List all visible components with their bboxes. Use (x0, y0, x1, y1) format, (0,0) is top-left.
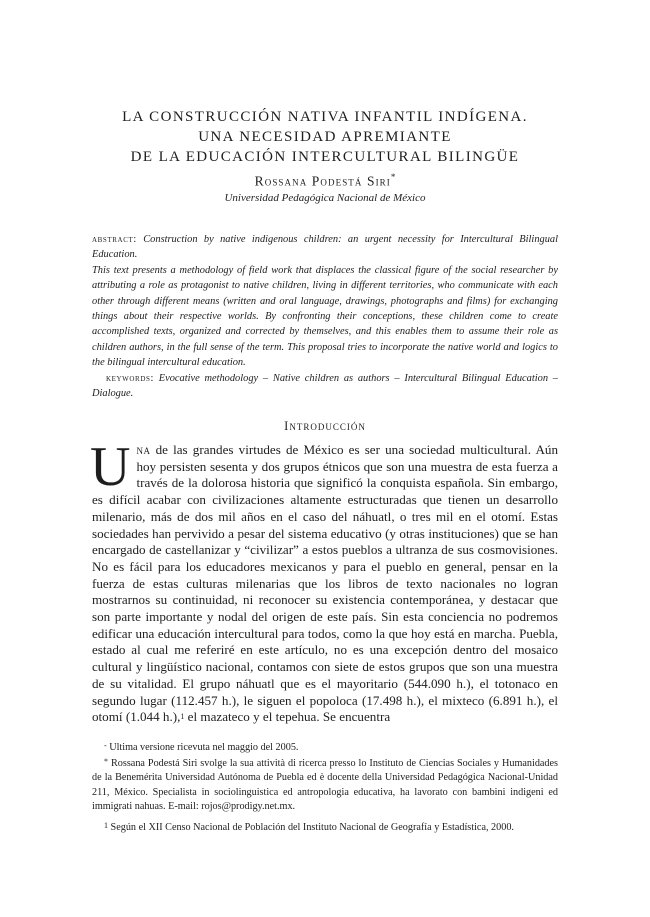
footnote-1-mark: 1 (104, 821, 108, 831)
lead-in: na (136, 442, 151, 457)
abstract-label: abstract: (92, 234, 137, 245)
author-line (92, 172, 558, 190)
author-name: Rossana Podestá Siri (254, 173, 391, 189)
abstract-body: This text presents a methodology of field work that displaces the classical figure of the social researcher by attributing a role as protagonist to native children, living in different territories, who communicate with each other through different means (written and oral language, drawings, photographs and films) for exchanging things about their respective worlds. By confronting their conceptions, these children come to create accomplished texts, organized and corrected by themselves, and this enables them to assume their role as children authors, in the full sense of the term. This proposal tries to incorporate the native world and logics to the bilingual intercultural education. (92, 264, 558, 369)
section-heading: Introducción (284, 419, 366, 433)
footnote-received-text: Ultima versione ricevuta nel maggio del 2005. (109, 742, 299, 753)
abstract-title-text: Construction by native indigenous children: an urgent necessity for Intercultural Bilingual Education. (92, 234, 558, 261)
footnotes (92, 739, 558, 835)
footnote-1 (92, 819, 558, 835)
body-paragraph (90, 436, 558, 726)
abstract-title (92, 232, 558, 263)
footnote-author-text: Rossana Podestá Siri svolge la sua attività di ricerca presso lo Instituto de Ciencias Sociales y Humanidades de la Benemérita Universidad Autónoma de Puebla ed è docente della Universidad Pedagógica Nacional-Unidad 211, México. Specialista in sociolinguistica ed antropologia educativa, ha lavorato con bambini indigeni ed immigrati nahuas. E-mail: rojos@prodigy.net.mx. (92, 758, 559, 812)
article-title (92, 107, 558, 167)
body-text-2: el mazateco y el tepehua. Se encuentra (184, 709, 391, 725)
footnote-author-mark: * (104, 757, 108, 767)
footnote-received (92, 739, 558, 755)
keywords-text: Evocative methodology – Native children as authors – Intercultural Bilingual Education – Dialogue. (92, 372, 558, 400)
drop-cap: U (90, 436, 131, 498)
title-line-2: UNA NECESIDAD APREMIANTE (198, 129, 452, 145)
footnote-author (92, 755, 558, 814)
author-footnote-mark[interactable]: * (390, 172, 396, 182)
body-text-1: de las grandes virtudes de México es ser una sociedad multicultural. Aún hoy persisten sesenta y dos grupos étnicos que son una muestra de esta fuerza a través de la dolorosa historia que significó la conquista española. Sin embargo, es difícil acabar con civilizaciones altamente estructuradas que tienen un desarrollo milenario, más de dos mil años en el caso del náhuatl, o tres mil en el otomí. Estas sociedades han pervivido a pesar del sistema educativo (y otras instituciones) que se han encargado de castellanizar y “civilizar” a estos pueblos a ultranza de sus cosmovisiones. No es fácil para los educadores mexicanos y para el pueblo en general, pensar en la fuerza de estas culturas milenarias que los libros de texto nacionales no logran mostrarnos su continuidad, ni reconocer su existencia contemporánea, y destacar que son parte importante y nodal del origen de este país. Sin esta conciencia no podremos edificar una educación intercultural para todos, como la que hoy está en marcha. Puebla, estado al cual me referiré en este artículo, no es una excepción dentro del mosaico cultural y lingüístico nacional, contamos con siete de estos grupos que son una muestra de su vitalidad. El grupo náhuatl que es el mayoritario (544.090 h.), el totonaco en segundo lugar (112.457 h.), le siguen el popoloca (17.498 h.), el mixteco (6.891 h.), el otomí (1.044 h.), (92, 442, 558, 725)
abstract-block (92, 232, 558, 401)
body-text (90, 436, 558, 726)
keywords-label: keywords: (106, 372, 154, 384)
author-affiliation: Universidad Pedagógica Nacional de México (224, 192, 426, 204)
title-line-1: LA CONSTRUCCIÓN NATIVA INFANTIL INDÍGENA. (122, 109, 528, 125)
footnote-received-mark: - (104, 741, 107, 750)
title-line-3: DE LA EDUCACIÓN INTERCULTURAL BILINGÜE (130, 149, 520, 165)
keywords (92, 371, 558, 402)
footnote-ref-1[interactable]: 1 (180, 712, 185, 722)
footnote-1-text: Según el XII Censo Nacional de Población del Instituto Nacional de Geografía y Estadística, 2000. (110, 822, 514, 834)
